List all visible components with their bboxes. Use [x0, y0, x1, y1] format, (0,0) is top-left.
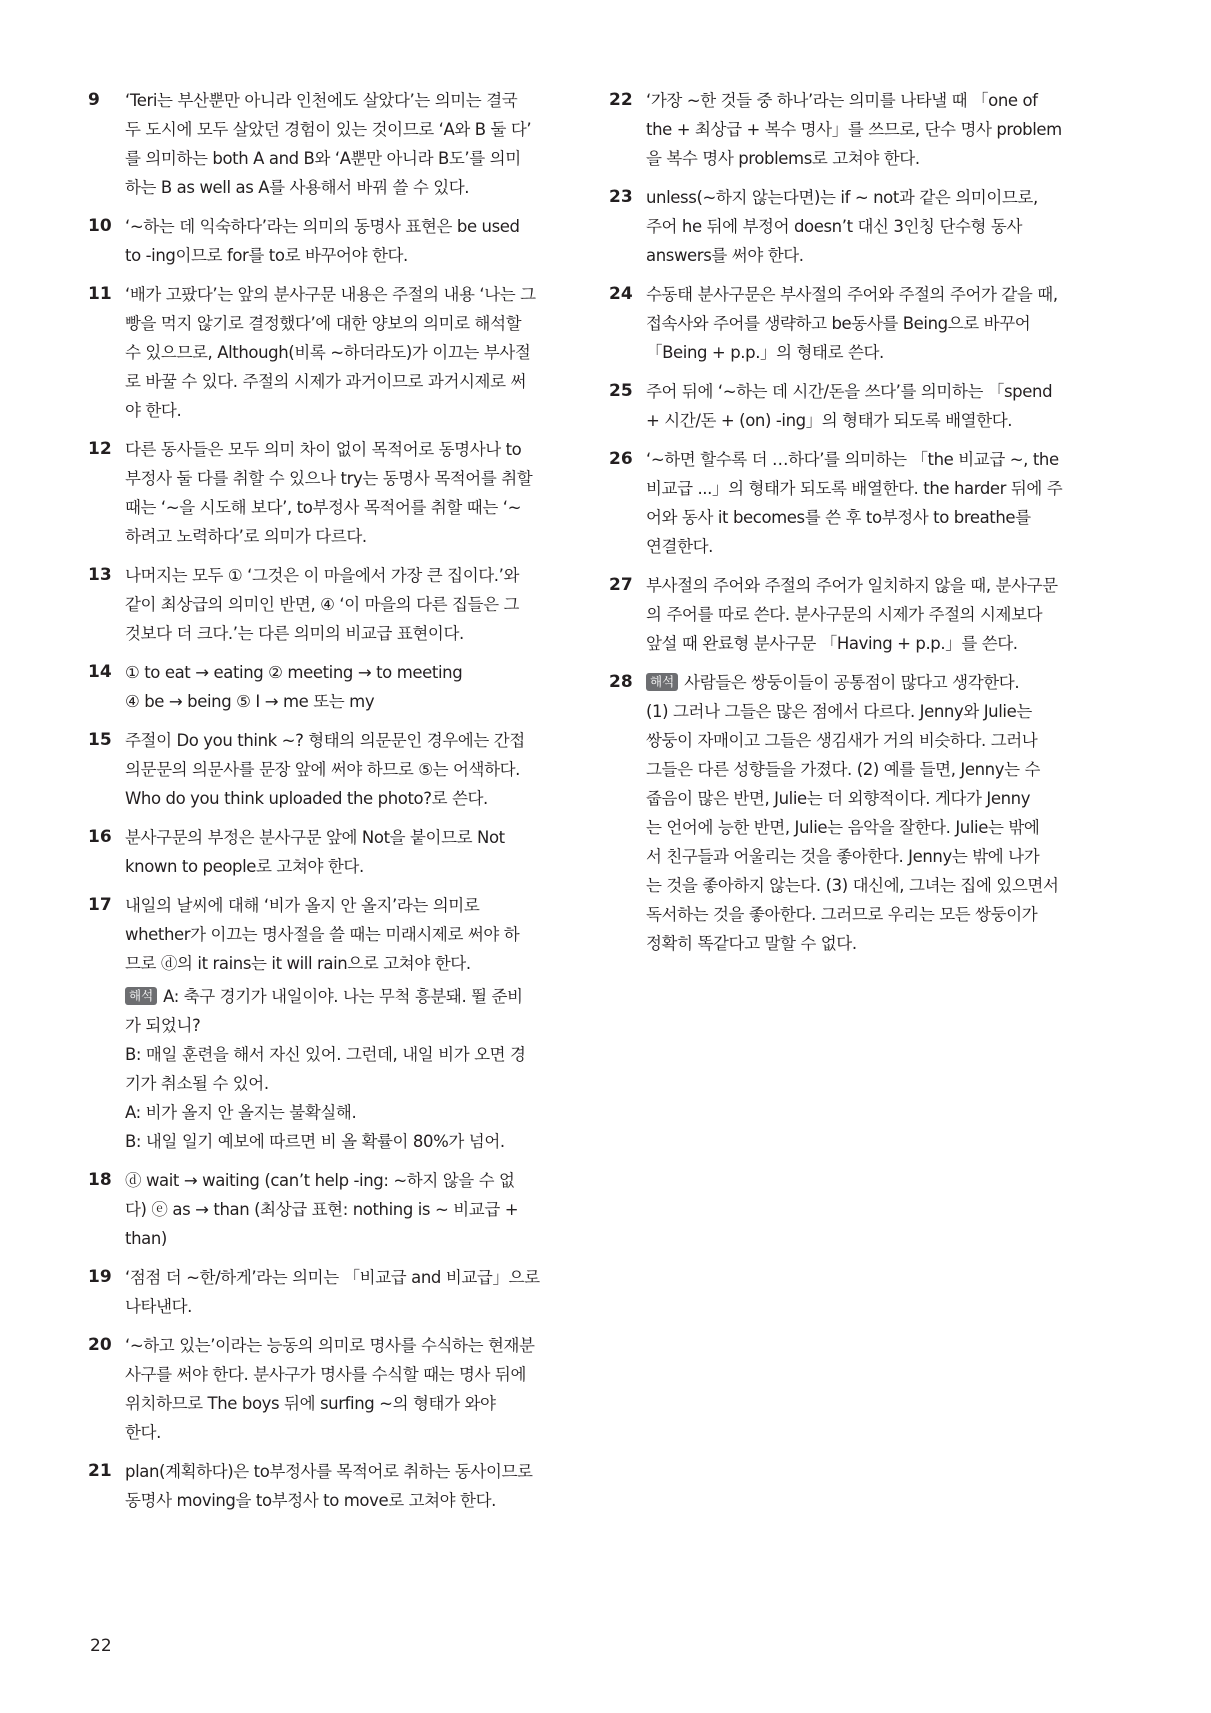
- translation-line: 가 되었니?: [125, 1016, 201, 1035]
- item-number: 27: [609, 575, 633, 595]
- explanation-line: known to people로 고쳐야 한다.: [125, 857, 364, 876]
- item-number: 11: [88, 284, 112, 304]
- item-number: 17: [88, 895, 112, 915]
- item-number: 26: [609, 449, 633, 469]
- explanation-line: 위치하므로 The boys 뒤에 surfing ~의 형태가 와야: [125, 1394, 496, 1413]
- answer-item: [88, 823, 553, 881]
- item-body: [125, 280, 553, 425]
- explanation-line: 독서하는 것을 좋아한다. 그러므로 우리는 모든 쌍둥이가: [646, 905, 1038, 924]
- item-body: [125, 1166, 553, 1253]
- line-text: A: 축구 경기가 내일이야. 나는 무척 흥분돼. 뛸 준비: [163, 987, 523, 1006]
- right-column: [609, 86, 1079, 968]
- explanation-line: 하려고 노력하다’로 의미가 다르다.: [125, 527, 367, 546]
- item-number: 24: [609, 284, 633, 304]
- item-number: 22: [609, 90, 633, 110]
- explanation-line: ① to eat → eating ② meeting → to meeting: [125, 663, 463, 682]
- explanation-line: 부사절의 주어와 주절의 주어가 일치하지 않을 때, 분사구문: [646, 576, 1058, 595]
- explanation-line: 정확히 똑같다고 말할 수 없다.: [646, 934, 857, 953]
- item-number: 25: [609, 381, 633, 401]
- item-body: [646, 86, 1079, 173]
- item-number: 23: [609, 187, 633, 207]
- explanation-line: 「Being + p.p.」의 형태로 쓴다.: [646, 343, 884, 362]
- explanation-line: 수동태 분사구문은 부사절의 주어와 주절의 주어가 같을 때,: [646, 285, 1058, 304]
- explanation-line: (1) 그러나 그들은 많은 점에서 다르다. Jenny와 Julie는: [646, 702, 1032, 721]
- item-body: [646, 571, 1079, 658]
- explanation-line: 빵을 먹지 않기로 결정했다’에 대한 양보의 의미로 해석할: [125, 314, 522, 333]
- explanation-line: 주절이 Do you think ~? 형태의 의문문인 경우에는 간접: [125, 731, 525, 750]
- answer-item: [88, 1263, 553, 1321]
- explanation-line: 그들은 다른 성향들을 가졌다. (2) 예를 들면, Jenny는 수: [646, 760, 1041, 779]
- explanation-line: unless(~하지 않는다면)는 if ~ not과 같은 의미이므로,: [646, 188, 1038, 207]
- item-body: [125, 891, 553, 1156]
- explanation-line: plan(계획하다)은 to부정사를 목적어로 취하는 동사이므로: [125, 1462, 533, 1481]
- explanation-line: ‘점점 더 ~한/하게’라는 의미는 「비교급 and 비교급」으로: [125, 1268, 540, 1287]
- explanation-line: the + 최상급 + 복수 명사」를 쓰므로, 단수 명사 problem: [646, 120, 1062, 139]
- answer-item: [88, 1331, 553, 1447]
- answer-item: [88, 86, 553, 202]
- item-body: [125, 86, 553, 202]
- page-number: 22: [90, 1636, 112, 1656]
- explanation-line: ‘~하는 데 익숙하다’라는 의미의 동명사 표현은 be used: [125, 217, 520, 236]
- explanation-line: 의문문의 의문사를 문장 앞에 써야 하므로 ⑤는 어색하다.: [125, 760, 521, 779]
- explanation-line: 는 언어에 능한 반면, Julie는 음악을 잘한다. Julie는 밖에: [646, 818, 1040, 837]
- item-body: [646, 280, 1079, 367]
- explanation-line: 를 의미하는 both A and B와 ‘A뿐만 아니라 B도’를 의미: [125, 149, 521, 168]
- explanation-line: ‘배가 고팠다’는 앞의 분사구문 내용은 주절의 내용 ‘나는 그: [125, 285, 536, 304]
- item-body: [125, 1331, 553, 1447]
- answer-item: [88, 726, 553, 813]
- answer-item: [609, 571, 1079, 658]
- line-text: 사람들은 쌍둥이들이 공통점이 많다고 생각한다.: [684, 673, 1020, 692]
- explanation-line: 로 바꿀 수 있다. 주절의 시제가 과거이므로 과거시제로 써: [125, 372, 527, 391]
- item-number: 9: [88, 90, 100, 110]
- explanation-line: 것보다 더 크다.’는 다른 의미의 비교급 표현이다.: [125, 624, 464, 643]
- explanation-line: 나머지는 모두 ① ‘그것은 이 마을에서 가장 큰 집이다.’와: [125, 566, 520, 585]
- item-body: [646, 668, 1079, 958]
- item-body: [125, 212, 553, 270]
- item-number: 16: [88, 827, 112, 847]
- explanation-line: 어와 동사 it becomes를 쓴 후 to부정사 to breathe를: [646, 508, 1031, 527]
- item-number: 21: [88, 1461, 112, 1481]
- item-number: 10: [88, 216, 112, 236]
- answer-item: [609, 280, 1079, 367]
- answer-item: [88, 1457, 553, 1515]
- explanation-line: 비교급 ...」의 형태가 되도록 배열한다. the harder 뒤에 주: [646, 479, 1063, 498]
- explanation-line: whether가 이끄는 명사절을 쓸 때는 미래시제로 써야 하: [125, 925, 520, 944]
- item-body: [125, 658, 553, 716]
- explanation-line: 다른 동사들은 모두 의미 차이 없이 목적어로 동명사나 to: [125, 440, 522, 459]
- translation-badge: 해석: [125, 987, 157, 1005]
- explanation-line: 내일의 날씨에 대해 ‘비가 올지 안 올지’라는 의미로: [125, 896, 480, 915]
- explanation-line: 주어 뒤에 ‘~하는 데 시간/돈을 쓰다’를 의미하는 「spend: [646, 382, 1053, 401]
- explanation-line: 앞설 때 완료형 분사구문 「Having + p.p.」를 쓴다.: [646, 634, 1018, 653]
- translation-line: [125, 982, 553, 1011]
- explanation-line: 동명사 moving을 to부정사 to move로 고쳐야 한다.: [125, 1491, 496, 1510]
- explanation-line: 때는 ‘~을 시도해 보다’, to부정사 목적어를 취할 때는 ‘~: [125, 498, 521, 517]
- explanation-line: 연결한다.: [646, 537, 714, 556]
- translation-line: 기가 취소될 수 있어.: [125, 1074, 269, 1093]
- explanation-line: 분사구문의 부정은 분사구문 앞에 Not을 붙이므로 Not: [125, 828, 505, 847]
- explanation-line: 부정사 둘 다를 취할 수 있으나 try는 동명사 목적어를 취할: [125, 469, 533, 488]
- answer-item: [609, 668, 1079, 958]
- explanation-line: 을 복수 명사 problems로 고쳐야 한다.: [646, 149, 920, 168]
- answer-item: [609, 86, 1079, 173]
- translation-block: [125, 982, 553, 1156]
- item-body: [646, 183, 1079, 270]
- explanation-line: ‘가장 ~한 것들 중 하나’라는 의미를 나타낼 때 「one of: [646, 91, 1038, 110]
- explanation-line: ‘Teri는 부산뿐만 아니라 인천에도 살았다’는 의미는 결국: [125, 91, 518, 110]
- explanation-line: 접속사와 주어를 생략하고 be동사를 Being으로 바꾸어: [646, 314, 1031, 333]
- explanation-line: + 시간/돈 + (on) -ing」의 형태가 되도록 배열한다.: [646, 411, 1013, 430]
- answer-item: [88, 1166, 553, 1253]
- translation-line: A: 비가 올지 안 올지는 불확실해.: [125, 1103, 357, 1122]
- item-number: 18: [88, 1170, 112, 1190]
- item-number: 20: [88, 1335, 112, 1355]
- item-number: 28: [609, 672, 633, 692]
- explanation-line: 두 도시에 모두 살았던 경험이 있는 것이므로 ‘A와 B 둘 다’: [125, 120, 532, 139]
- explanation-line: 서 친구들과 어울리는 것을 좋아한다. Jenny는 밖에 나가: [646, 847, 1040, 866]
- answer-item: [609, 183, 1079, 270]
- item-body: [646, 377, 1079, 435]
- item-body: [125, 561, 553, 648]
- translation-line: B: 매일 훈련을 해서 자신 있어. 그런데, 내일 비가 오면 경: [125, 1045, 526, 1064]
- explanation-line: 한다.: [125, 1423, 161, 1442]
- explanation-line: 나타낸다.: [125, 1297, 193, 1316]
- answer-item: [609, 377, 1079, 435]
- answer-item: [88, 658, 553, 716]
- translation-line: B: 내일 일기 예보에 따르면 비 올 확률이 80%가 넘어.: [125, 1132, 505, 1151]
- explanation-line: Who do you think uploaded the photo?로 쓴다.: [125, 789, 488, 808]
- explanation-line: 쌍둥이 자매이고 그들은 생김새가 거의 비슷하다. 그러나: [646, 731, 1038, 750]
- explanation-line: answers를 써야 한다.: [646, 246, 804, 265]
- explanation-line: 주어 he 뒤에 부정어 doesn’t 대신 3인칭 단수형 동사: [646, 217, 1022, 236]
- item-number: 13: [88, 565, 112, 585]
- explanation-line: 야 한다.: [125, 401, 182, 420]
- item-number: 19: [88, 1267, 112, 1287]
- answer-item: [88, 561, 553, 648]
- answer-item: [609, 445, 1079, 561]
- answer-item: [88, 891, 553, 1156]
- answer-item: [88, 280, 553, 425]
- item-body: [125, 1263, 553, 1321]
- explanation-line: than): [125, 1229, 167, 1248]
- translation-badge: 해석: [646, 673, 678, 691]
- explanation-line: ‘~하고 있는’이라는 능동의 의미로 명사를 수식하는 현재분: [125, 1336, 535, 1355]
- answer-item: [88, 435, 553, 551]
- item-body: [125, 823, 553, 881]
- explanation-line: 므로 ⓓ의 it rains는 it will rain으로 고쳐야 한다.: [125, 954, 471, 973]
- item-body: [125, 1457, 553, 1515]
- item-body: [646, 445, 1079, 561]
- explanation-line: ‘~하면 할수록 더 …하다’를 의미하는 「the 비교급 ~, the: [646, 450, 1059, 469]
- explanation-line: 하는 B as well as A를 사용해서 바꿔 쓸 수 있다.: [125, 178, 470, 197]
- explanation-line: 는 것을 좋아하지 않는다. (3) 대신에, 그녀는 집에 있으면서: [646, 876, 1059, 895]
- explanation-line: 같이 최상급의 의미인 반면, ④ ‘이 마을의 다른 집들은 그: [125, 595, 520, 614]
- item-number: 15: [88, 730, 112, 750]
- explanation-line: ④ be → being ⑤ I → me 또는 my: [125, 692, 375, 711]
- explanation-line: 의 주어를 따로 쓴다. 분사구문의 시제가 주절의 시제보다: [646, 605, 1043, 624]
- explanation-line: 다) ⓔ as → than (최상급 표현: nothing is ~ 비교급 +: [125, 1200, 519, 1219]
- explanation-line: 사구를 써야 한다. 분사구가 명사를 수식할 때는 명사 뒤에: [125, 1365, 527, 1384]
- explanation-line: to -ing이므로 for를 to로 바꾸어야 한다.: [125, 246, 408, 265]
- item-body: [125, 726, 553, 813]
- explanation-line: 줍음이 많은 반면, Julie는 더 외향적이다. 게다가 Jenny: [646, 789, 1031, 808]
- answer-item: [88, 212, 553, 270]
- item-number: 14: [88, 662, 112, 682]
- explanation-line: 수 있으므로, Although(비록 ~하더라도)가 이끄는 부사절: [125, 343, 531, 362]
- explanation-line: ⓓ wait → waiting (can’t help -ing: ~하지 않을 수 없: [125, 1171, 515, 1190]
- explanation-line: [646, 668, 1079, 697]
- item-body: [125, 435, 553, 551]
- item-number: 12: [88, 439, 112, 459]
- left-column: [88, 86, 553, 1525]
